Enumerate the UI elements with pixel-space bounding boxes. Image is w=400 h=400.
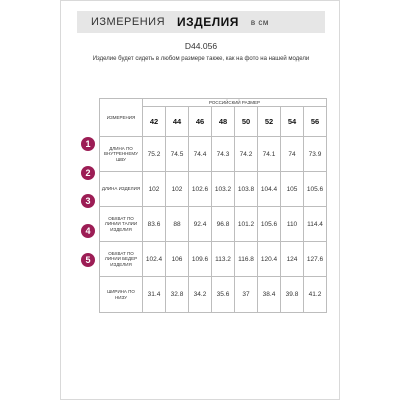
measurement-value: 74.2	[235, 137, 258, 172]
measurement-value: 124	[281, 242, 304, 277]
badge-row-4: 4	[81, 224, 95, 238]
measurement-value: 103.2	[212, 172, 235, 207]
measurement-value: 127.6	[304, 242, 327, 277]
measurement-value: 116.8	[235, 242, 258, 277]
measurement-value: 104.4	[258, 172, 281, 207]
table-row	[100, 277, 327, 313]
size-system-title: РОССИЙСКИЙ РАЗМЕР	[143, 99, 327, 107]
measurement-value: 105.6	[304, 172, 327, 207]
size-header: 52	[258, 107, 281, 137]
measurement-value: 39.8	[281, 277, 304, 313]
measurement-value: 96.8	[212, 207, 235, 242]
size-header: 50	[235, 107, 258, 137]
badge-row-1: 1	[81, 137, 95, 151]
badge-row-3: 3	[81, 194, 95, 208]
measurement-label: ОБХВАТ ПО ЛИНИИ ТАЛИИ ИЗДЕЛИЯ	[100, 207, 143, 242]
badge-row-2: 2	[81, 166, 95, 180]
size-table	[99, 98, 327, 313]
header-unit: в см	[250, 17, 269, 27]
measurement-value: 74.4	[189, 137, 212, 172]
measurement-value: 31.4	[143, 277, 166, 313]
measurement-value: 92.4	[189, 207, 212, 242]
size-header: 44	[166, 107, 189, 137]
header-bar	[77, 11, 325, 33]
measurement-value: 34.2	[189, 277, 212, 313]
measurement-label: ДЛИНА ПО ВНУТРЕННЕМУ ШВУ	[100, 137, 143, 172]
measurement-value: 102.4	[143, 242, 166, 277]
header-title-regular: ИЗМЕРЕНИЯ	[91, 16, 166, 28]
measurement-value: 37	[235, 277, 258, 313]
row-badges	[81, 1, 97, 400]
article-number: D44.056	[184, 41, 218, 51]
size-chart-sheet	[60, 0, 340, 400]
measurement-value: 74.5	[166, 137, 189, 172]
measurement-value: 41.2	[304, 277, 327, 313]
measurement-value: 83.6	[143, 207, 166, 242]
measurement-value: 88	[166, 207, 189, 242]
fit-note: Изделие будет сидеть в любом размере также, как на фото на нашей модели	[92, 56, 310, 62]
size-header: 54	[281, 107, 304, 137]
measurement-label: ОБХВАТ ПО ЛИНИИ БЕДЕР ИЗДЕЛИЯ	[100, 242, 143, 277]
measurement-value: 105	[281, 172, 304, 207]
measurement-value: 73.9	[304, 137, 327, 172]
measurement-value: 38.4	[258, 277, 281, 313]
header-title-bold: ИЗДЕЛИЯ	[177, 15, 239, 29]
measurement-value: 74.3	[212, 137, 235, 172]
measurement-label: ДЛИНА ИЗДЕЛИЯ	[100, 172, 143, 207]
table-row	[100, 207, 327, 242]
measurement-value: 106	[166, 242, 189, 277]
table-row	[100, 242, 327, 277]
measurement-value: 114.4	[304, 207, 327, 242]
table-row	[100, 137, 327, 172]
size-header: 42	[143, 107, 166, 137]
measurement-value: 120.4	[258, 242, 281, 277]
measurement-value: 101.2	[235, 207, 258, 242]
measurement-value: 109.6	[189, 242, 212, 277]
size-header: 48	[212, 107, 235, 137]
measurement-value: 102	[143, 172, 166, 207]
measurement-label: ШИРИНА ПО НИЗУ	[100, 277, 143, 313]
measurement-value: 75.2	[143, 137, 166, 172]
measurement-value: 110	[281, 207, 304, 242]
measurement-value: 35.6	[212, 277, 235, 313]
badge-row-5: 5	[81, 253, 95, 267]
measurement-value: 32.8	[166, 277, 189, 313]
size-header: 56	[304, 107, 327, 137]
measurement-value: 74.1	[258, 137, 281, 172]
corner-label: ИЗМЕРЕНИЯ	[100, 99, 143, 137]
table-row	[100, 172, 327, 207]
measurement-value: 103.8	[235, 172, 258, 207]
measurement-value: 102	[166, 172, 189, 207]
measurement-value: 113.2	[212, 242, 235, 277]
measurement-value: 102.6	[189, 172, 212, 207]
size-header: 46	[189, 107, 212, 137]
measurement-value: 74	[281, 137, 304, 172]
measurement-value: 105.6	[258, 207, 281, 242]
